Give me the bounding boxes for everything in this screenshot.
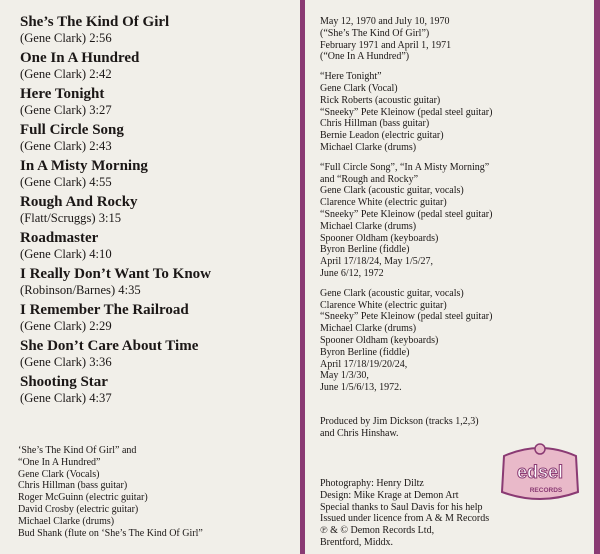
credit-line: Clarence White (electric guitar) [320, 197, 447, 209]
credit-line: Design: Mike Krage at Demon Art [320, 489, 459, 501]
credit-line: June 1/5/6/13, 1972. [320, 382, 402, 394]
producer-credit [320, 416, 590, 440]
full-circle-credits [320, 162, 590, 280]
credit-line: Bernie Leadon (electric guitar) [320, 130, 444, 142]
track-item [20, 302, 290, 334]
track-meta: (Gene Clark) 4:55 [20, 175, 112, 189]
track-title: She’s The Kind Of Girl [20, 14, 170, 30]
credit-line: Photography: Henry Diltz [320, 478, 424, 489]
track-title: Shooting Star [20, 374, 108, 390]
track-meta: (Gene Clark) 4:37 [20, 391, 112, 405]
credit-line: Special thanks to Saul Davis for his help [320, 501, 483, 513]
credit-line: and “Rough and Rocky” [320, 173, 419, 185]
track-item [20, 194, 290, 226]
track-item [20, 122, 290, 154]
credit-line: “Sneeky” Pete Kleinow (pedal steel guitar) [320, 106, 493, 118]
track-meta: (Gene Clark) 3:27 [20, 103, 112, 117]
credit-line: “Sneeky” Pete Kleinow (pedal steel guitar) [320, 311, 493, 323]
center-divider [300, 0, 305, 554]
credit-line: and Chris Hinshaw. [320, 428, 399, 439]
track-title: I Really Don’t Want To Know [20, 266, 212, 282]
edsel-records-logo [496, 442, 584, 508]
credit-line: (“One In A Hundred”) [320, 51, 410, 63]
here-tonight-credits [320, 71, 590, 154]
credit-line: Issued under licence from A & M Records [320, 513, 490, 525]
credit-line: Byron Berline (fiddle) [320, 244, 410, 256]
tracklist [20, 14, 290, 410]
credit-line: June 6/12, 1972 [320, 267, 384, 279]
credit-line: May 1/3/30, [320, 370, 369, 382]
logo-text: edsel [516, 462, 564, 482]
credit-line: ‘She’s The Kind Of Girl” and [18, 445, 137, 456]
track-title: Full Circle Song [20, 122, 124, 138]
credit-line: David Crosby (electric guitar) [18, 503, 139, 515]
credit-line: Clarence White (electric guitar) [320, 299, 447, 311]
credit-line: Brentford, Middx. [320, 536, 394, 548]
track-item [20, 374, 290, 406]
track-meta: (Flatt/Scruggs) 3:15 [20, 211, 122, 225]
credit-line: April 17/18/24, May 1/5/27, [320, 256, 434, 268]
track-meta: (Robinson/Barnes) 4:35 [20, 283, 141, 297]
credit-line: Gene Clark (acoustic guitar, vocals) [320, 185, 464, 197]
track-title: One In A Hundred [20, 50, 140, 66]
track-meta: (Gene Clark) 3:36 [20, 355, 112, 369]
credit-line: (“She’s The Kind Of Girl”) [320, 27, 430, 39]
track-title: Here Tonight [20, 86, 105, 102]
track-meta: (Gene Clark) 2:56 [20, 31, 112, 45]
production-credits [320, 478, 498, 549]
credit-line: Gene Clark (acoustic guitar, vocals) [320, 287, 464, 299]
track-title: Roadmaster [20, 230, 99, 246]
credit-line: “Full Circle Song”, “In A Misty Morning” [320, 161, 490, 173]
credit-line: Rick Roberts (acoustic guitar) [320, 94, 441, 106]
credit-line: May 12, 1970 and July 10, 1970 [320, 16, 450, 27]
credit-line: Spooner Oldham (keyboards) [320, 232, 439, 244]
credit-line: Chris Hillman (bass guitar) [18, 480, 128, 492]
credit-line: Spooner Oldham (keyboards) [320, 334, 439, 346]
credit-line: Michael Clarke (drums) [320, 141, 417, 153]
track-title: Rough And Rocky [20, 194, 138, 210]
credit-line: Bud Shank (flute on ‘She’s The Kind Of Girl” [18, 527, 203, 539]
track-meta: (Gene Clark) 2:29 [20, 319, 112, 333]
remaining-tracks-credits [320, 288, 590, 394]
track-item [20, 50, 290, 82]
credit-line: Roger McGuinn (electric guitar) [18, 492, 148, 504]
credit-line: Michael Clarke (drums) [320, 220, 417, 232]
track-title: I Remember The Railroad [20, 302, 189, 318]
credit-line: Byron Berline (fiddle) [320, 346, 410, 358]
credit-line: ℗ & © Demon Records Ltd, [320, 525, 435, 537]
track-item [20, 14, 290, 46]
session-credits-left [18, 445, 293, 539]
track-title: In A Misty Morning [20, 158, 148, 174]
credit-line: “Sneeky” Pete Kleinow (pedal steel guitar) [320, 208, 493, 220]
track-item [20, 266, 290, 298]
track-meta: (Gene Clark) 2:43 [20, 139, 112, 153]
logo-subtext: RECORDS [529, 487, 563, 494]
track-item [20, 158, 290, 190]
track-item [20, 230, 290, 262]
credit-line: Chris Hillman (bass guitar) [320, 118, 430, 130]
track-meta: (Gene Clark) 4:10 [20, 247, 112, 261]
credit-line: Michael Clarke (drums) [18, 515, 115, 527]
track-item [20, 338, 290, 370]
track-item [20, 86, 290, 118]
credit-line: Produced by Jim Dickson (tracks 1,2,3) [320, 416, 479, 427]
credit-line: February 1971 and April 1, 1971 [320, 39, 452, 51]
track-meta: (Gene Clark) 2:42 [20, 67, 112, 81]
session-credits-right [320, 16, 590, 402]
credit-line: April 17/18/19/20/24, [320, 358, 408, 370]
credit-line: “Here Tonight” [320, 71, 382, 83]
credit-line: Gene Clark (Vocal) [320, 82, 398, 94]
credit-line: Michael Clarke (drums) [320, 323, 417, 335]
track-title: She Don’t Care About Time [20, 338, 199, 354]
recording-dates-block [320, 16, 590, 63]
right-edge-divider [594, 0, 600, 554]
credit-line: Gene Clark (Vocals) [18, 468, 100, 480]
credit-line: “One In A Hundred” [18, 456, 101, 468]
